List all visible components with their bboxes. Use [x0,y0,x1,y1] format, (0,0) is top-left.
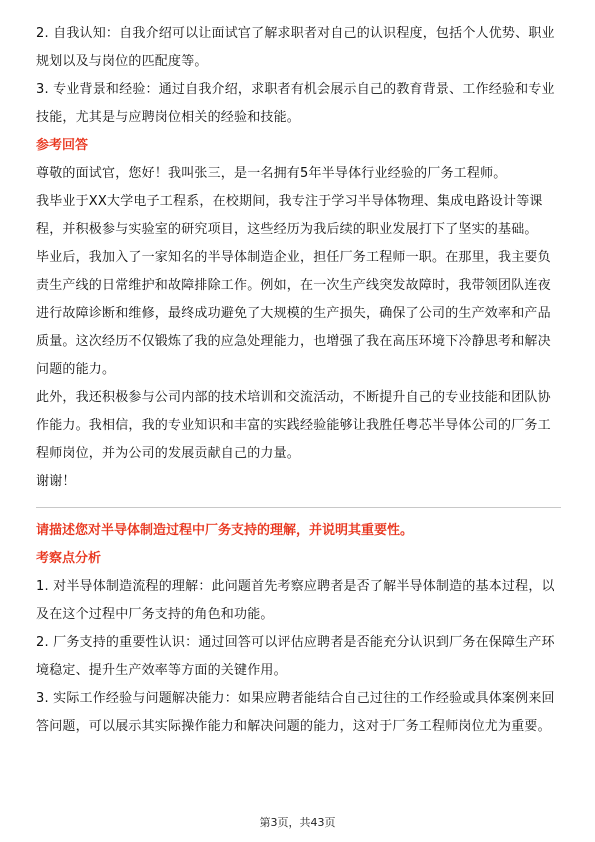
analysis-point: 3. 实际工作经验与问题解决能力：如果应聘者能结合自己过往的工作经验或具体案例来回答问题，可以展示其实际操作能力和解决问题的能力，这对于厂务工程师岗位尤为重要。 [36,691,555,734]
answer-paragraph: 毕业后，我加入了一家知名的半导体制造企业，担任厂务工程师一职。在那里，我主要负责生产线的日常维护和故障排除工作。例如，在一次生产线突发故障时，我带领团队连夜进行故障诊断和维修，最终成功避免了大规模的生产损失，确保了公司的生产效率和产品质量。这次经历不仅锻炼了我的应急处理能力，也增强了我在高压环境下冷静思考和解决问题的能力。 [36,250,551,377]
analysis-point: 2. 厂务支持的重要性认识：通过回答可以评估应聘者是否能充分认识到厂务在保障生产环境稳定、提升生产效率等方面的关键作用。 [36,635,555,678]
answer-closing: 谢谢！ [36,474,76,489]
answer-paragraph: 我毕业于XX大学电子工程系，在校期间，我专注于学习半导体物理、集成电路设计等课程，并积极参与实验室的研究项目，这些经历为我后续的职业发展打下了坚实的基础。 [36,194,543,237]
document-page [36,20,561,741]
section-divider [36,507,561,508]
point-professional-background: 3. 专业背景和经验：通过自我介绍，求职者有机会展示自己的教育背景、工作经验和专业技能，尤其是与应聘岗位相关的经验和技能。 [36,82,555,125]
point-self-awareness: 2. 自我认知：自我介绍可以让面试官了解求职者对自己的认识程度，包括个人优势、职业规划以及与岗位的匹配度等。 [36,26,555,69]
analysis-heading: 考察点分析 [36,551,102,566]
answer-paragraph: 尊敬的面试官，您好！我叫张三，是一名拥有5年半导体行业经验的厂务工程师。 [36,166,507,181]
answer-heading: 参考回答 [36,138,89,153]
analysis-point: 1. 对半导体制造流程的理解：此问题首先考察应聘者是否了解半导体制造的基本过程，以及在这个过程中厂务支持的角色和功能。 [36,579,555,622]
page-number: 第3页，共43页 [259,816,336,829]
question-heading: 请描述您对半导体制造过程中厂务支持的理解，并说明其重要性。 [36,523,414,538]
answer-paragraph: 此外，我还积极参与公司内部的技术培训和交流活动，不断提升自己的专业技能和团队协作能力。我相信，我的专业知识和丰富的实践经验能够让我胜任粤芯半导体公司的厂务工程师岗位，并为公司的发展贡献自己的力量。 [36,390,551,461]
